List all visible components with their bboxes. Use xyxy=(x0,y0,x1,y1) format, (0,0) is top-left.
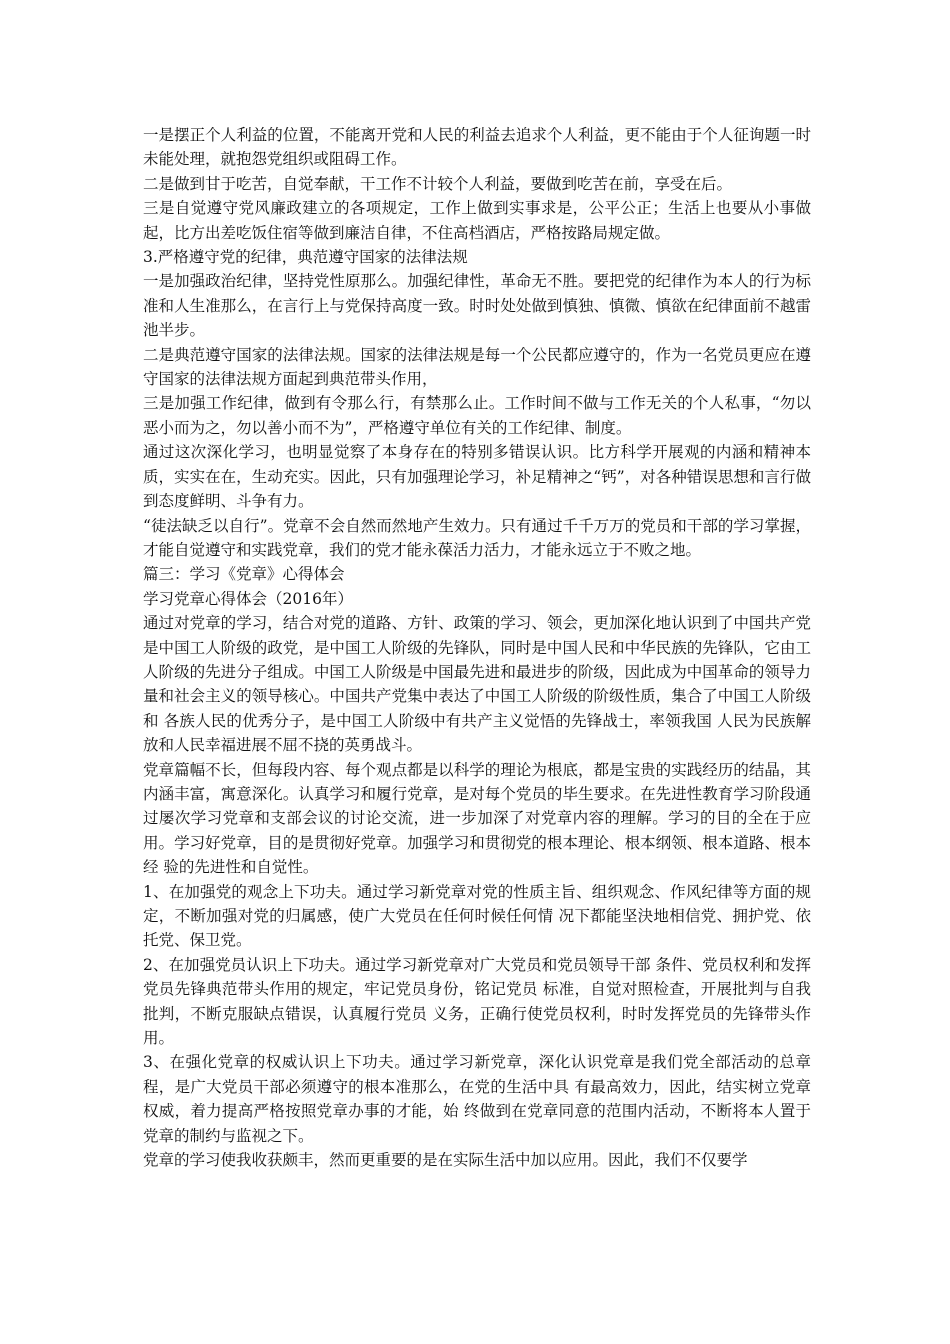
paragraph: 一是摆正个人利益的位置，不能离开党和人民的利益去追求个人利益，更不能由于个人征询题一时未能处理，就抱怨党组织或阻碍工作。 xyxy=(143,126,811,169)
paragraph: 党章的学习使我收获颇丰，然而更重要的是在实际生活中加以应用。因此，我们不仅要学 xyxy=(143,1151,748,1170)
paragraph: 通过这次深化学习，也明显觉察了本身存在的特别多错误认识。比方科学开展观的内涵和精神本质，实实在在，生动充实。因此，只有加强理论学习，补足精神之“钙”，对各种错误思想和言行做到态度鲜明、斗争有力。 xyxy=(143,443,811,511)
paragraph: 三是自觉遵守党风廉政建立的各项规定，工作上做到实事求是，公平公正；生活上也要从小事做起，比方出差吃饭住宿等做到廉洁自律，不住高档酒店，严格按路局规定做。 xyxy=(143,199,811,242)
paragraph: 二是典范遵守国家的法律法规。国家的法律法规是每一个公民都应遵守的，作为一名党员更应在遵守国家的法律法规方面起到典范带头作用， xyxy=(143,345,811,389)
paragraph: “徒法缺乏以自行”。党章不会自然而然地产生效力。只有通过千千万万的党员和干部的学习掌握，才能自觉遵守和实践党章，我们的党才能永葆活力活力，才能永远立于不败之地。 xyxy=(143,516,811,559)
paragraph: 三是加强工作纪律，做到有令那么行，有禁那么止。工作时间不做与工作无关的个人私事，“勿以恶小而为之，勿以善小而不为”，严格遵守单位有关的工作纪律、制度。 xyxy=(143,394,811,437)
chapter-title: 篇三：学习《党章》心得体会 xyxy=(143,565,345,584)
paragraph: 党章篇幅不长，但每段内容、每个观点都是以科学的理论为根底，都是宝贵的实践经历的结晶，其内涵丰富，寓意深化。认真学习和履行党章，是对每个党员的毕生要求。在先进性教育学习阶段通过屡次学习党章和支部会议的讨论交流，进一步加深了对党章内容的理解。学习的目的全在于应用。学习好党章，目的是贯彻好党章。加强学习和贯彻党的根本理论、根本纲领、根本道路、根本经 验的先进性和自觉性。 xyxy=(143,760,811,877)
paragraph: 3、在强化党章的权威认识上下功夫。通过学习新党章，深化认识党章是我们党全部活动的总章程，是广大党员干部必须遵守的根本准那么，在党的生活中具 有最高效力，因此，结实树立党章权威，着力提高严格按照党章办事的才能，始 终做到在党章同意的范围内活动，不断将本人置于党章的制约与监视之下。 xyxy=(143,1053,811,1145)
paragraph: 二是做到甘于吃苦，自觉奉献，干工作不计较个人利益，要做到吃苦在前，享受在后。 xyxy=(143,174,733,193)
paragraph: 1、在加强党的观念上下功夫。通过学习新党章对党的性质主旨、组织观念、作风纪律等方面的规定，不断加强对党的归属感，使广大党员在任何时候任何情 况下都能坚決地相信党、拥护党、依托党、保卫党。 xyxy=(143,882,811,950)
paragraph: 通过对党章的学习，结合对党的道路、方针、政策的学习、领会，更加深化地认识到了中国共产党是中国工人阶级的政党，是中国工人阶级的先锋队，同时是中国人民和中华民族的先锋队，它由工人阶级的先进分子组成。中国工人阶级是中国最先进和最进步的阶级，因此成为中国革命的领导力量和社会主义的领导核心。中国共产党集中表达了中国工人阶级的阶级性质，集合了中国工人阶级和 各族人民的优秀分子，是中国工人阶级中有共产主义觉悟的先锋战士，率领我国 人民为民族解放和人民幸福进展不屈不挠的英勇战斗。 xyxy=(143,614,811,755)
paragraph: 一是加强政治纪律，坚持党性原那么。加强纪律性，革命无不胜。要把党的纪律作为本人的行为标准和人生准那么，在言行上与党保持高度一致。时时处处做到慎独、慎微、慎欲在纪律面前不越雷池半步。 xyxy=(143,272,811,340)
paragraph: 2、在加强党员认识上下功夫。通过学习新党章对广大党员和党员领导干部 条件、党员权利和发挥党员先锋典范带头作用的规定，牢记党员身份，铭记党员 标准，自觉对照检查，开展批判与自我批判，不断克服缺点错误，认真履行党员 义务，正确行使党员权利，时时发挥党员的先锋带头作用。 xyxy=(143,955,811,1048)
document-body xyxy=(143,123,811,1172)
article-title: 学习党章心得体会（2016年） xyxy=(143,589,353,608)
section-heading: 3.严格遵守党的纪律，典范遵守国家的法律法规 xyxy=(143,248,468,267)
